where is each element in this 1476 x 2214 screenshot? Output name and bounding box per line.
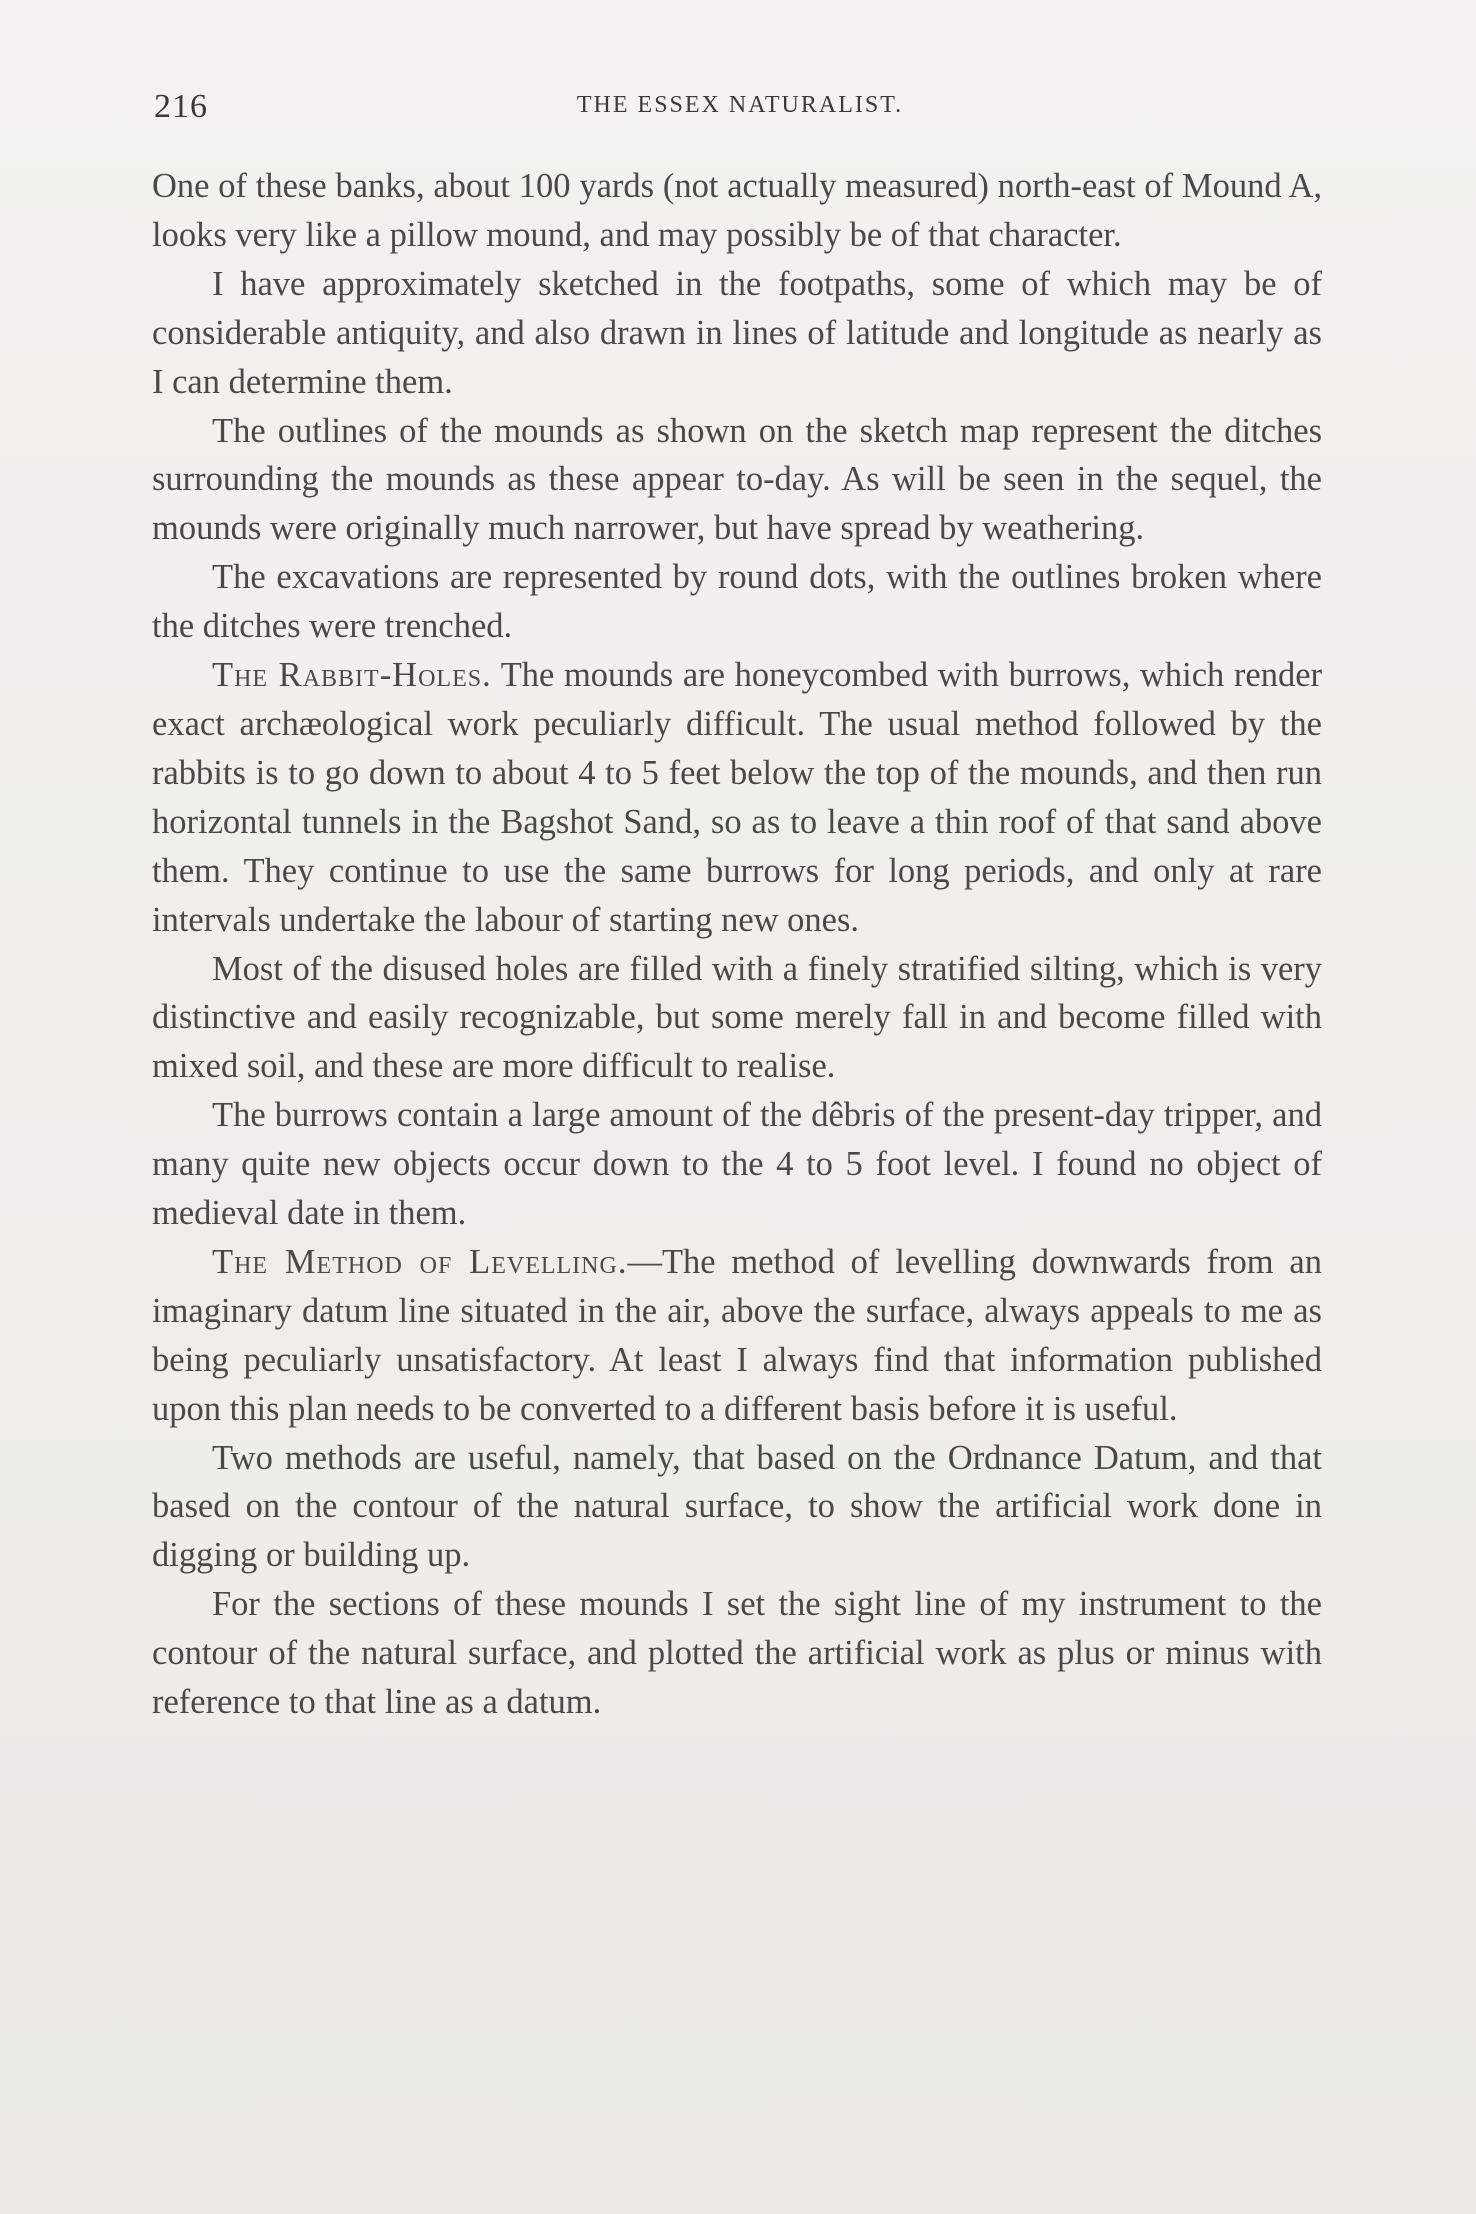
section-heading: The Method of Levelling. [212, 1242, 628, 1281]
paragraph-4 [152, 553, 1322, 651]
running-head: THE ESSEX NATURALIST. [576, 92, 904, 118]
paragraph-3 [152, 407, 1322, 554]
body-text [152, 162, 1322, 1727]
paragraph-text: Two methods are useful, namely, that based on the Ordnance Datum, and that based on the contour of the natural surface, to show the artificial work done in digging or building up. [152, 1438, 1322, 1575]
paragraph-text: I have approximately sketched in the footpaths, some of which may be of considerable antiquity, and also drawn in lines of latitude and longitude as nearly as I can determine them. [152, 264, 1322, 401]
paragraph-1 [152, 162, 1322, 260]
paragraph-text: The outlines of the mounds as shown on the sketch map represent the ditches surrounding the mounds as these appear to-day. As will be seen in the sequel, the mounds were originally much narrower, but have spread by weathering. [152, 411, 1322, 548]
paragraph-text: Most of the disused holes are filled with a finely stratified silting, which is very distinctive and easily recognizable, but some merely fall in and become filled with mixed soil, and these are more difficult to realise. [152, 949, 1322, 1086]
paragraph-10 [152, 1580, 1322, 1727]
section-heading: The Rabbit-Holes. [212, 656, 492, 695]
paragraph-text: The burrows contain a large amount of the dêbris of the present-day tripper, and many quite new objects occur down to the 4 to 5 foot level. I found no object of medieval date in them. [152, 1096, 1322, 1233]
paragraph-8 [152, 1238, 1322, 1434]
paragraph-text: One of these banks, about 100 yards (not actually measured) north-east of Mound A, looks very like a pillow mound, and may possibly be of that character. [152, 167, 1322, 254]
paragraph-text: The mounds are honeycombed with burrows, which render exact archæological work peculiarly difficult. The usual method followed by the rabbits is to go down to about 4 to 5 feet below the top of the mounds, and then run horizontal tunnels in the Bagshot Sand, so as to leave a thin roof of that sand above them. They continue to use the same burrows for long periods, and only at rare intervals undertake the labour of starting new ones. [152, 656, 1323, 939]
paragraph-text: —The method of levelling downwards from an imaginary datum line situated in the air, above the surface, always appeals to me as being peculiarly unsatisfactory. At least I always find that information published upon this plan needs to be converted to a different basis before it is useful. [152, 1242, 1322, 1428]
paragraph-7 [152, 1091, 1322, 1238]
paragraph-5 [152, 651, 1322, 944]
paragraph-6 [152, 945, 1322, 1092]
page-number: 216 [154, 88, 208, 125]
paragraph-2 [152, 260, 1322, 407]
paragraph-9 [152, 1434, 1322, 1581]
page-header [150, 88, 1330, 128]
paragraph-text: For the sections of these mounds I set the sight line of my instrument to the contour of the natural surface, and plotted the artificial work as plus or minus with reference to that line as a datum. [152, 1585, 1322, 1722]
paragraph-text: The excavations are represented by round dots, with the outlines broken where the ditches were trenched. [152, 558, 1322, 646]
